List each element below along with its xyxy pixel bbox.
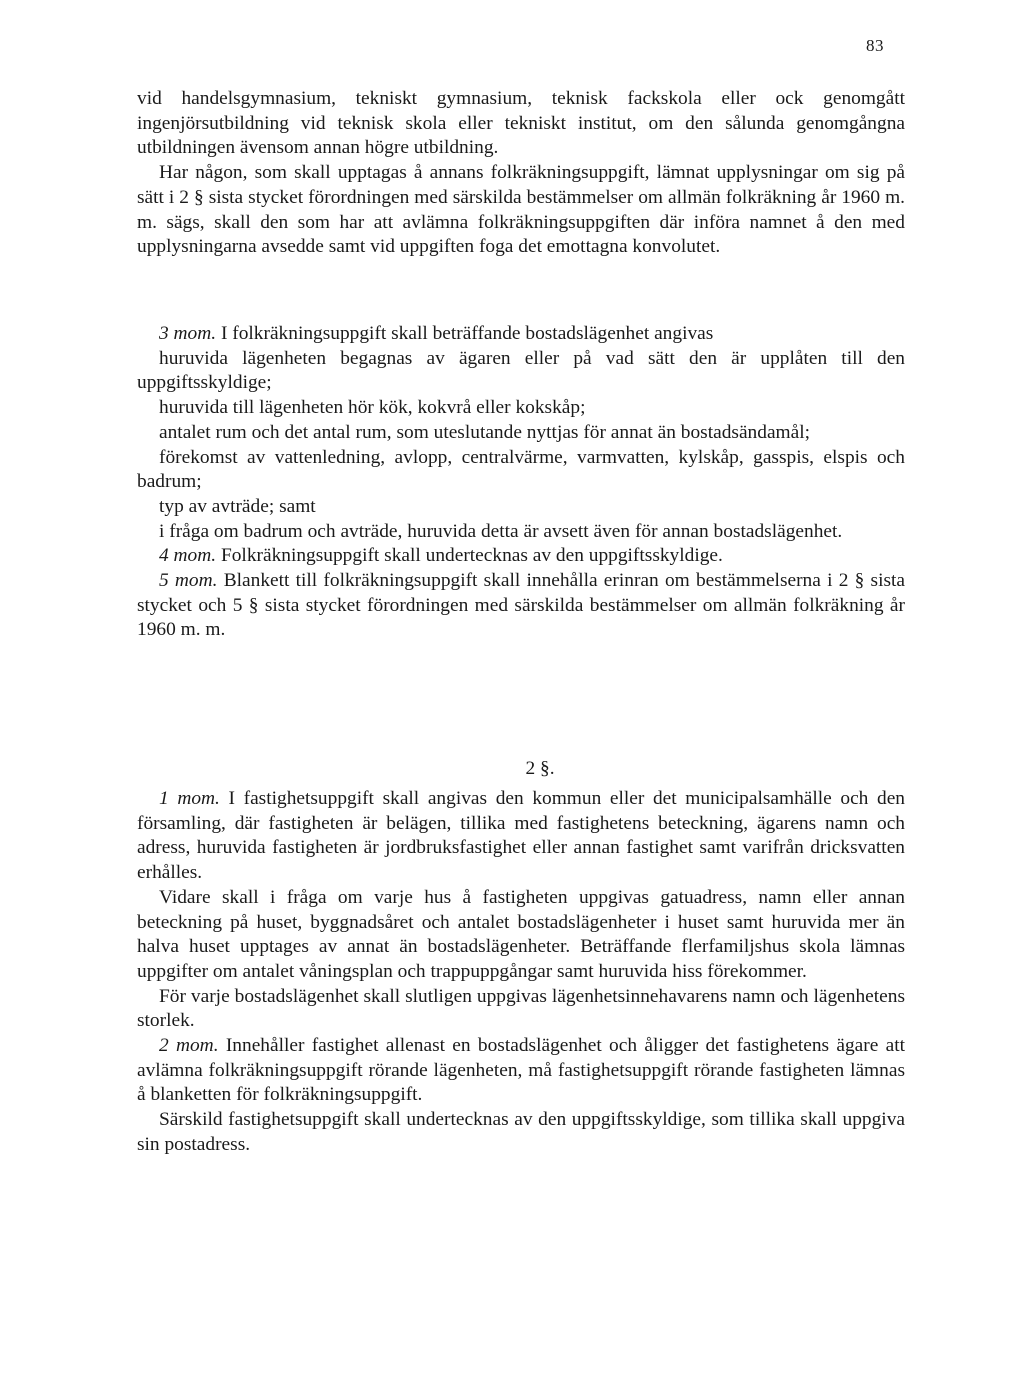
list-item: huruvida till lägenheten hör kök, kokvrå eller kokskåp; <box>159 397 586 419</box>
top-text-block <box>137 87 905 260</box>
sec2-mom-2-paragraph <box>137 1034 905 1108</box>
section-2-block <box>137 787 905 1158</box>
mom-5-label: 5 mom. <box>159 570 218 592</box>
mom-3-intro-text: I folkräkningsuppgift skall beträffande bostadslägenhet angivas <box>220 323 714 344</box>
list-item: huruvida lägenheten begagnas av ägaren eller på vad sätt den är upplåten till den uppgiftsskyldige; <box>137 347 905 394</box>
list-item: i fråga om badrum och avträde, huruvida detta är avsett även för annan bostadslägenhet. <box>159 520 843 542</box>
mom-4-paragraph <box>137 544 905 569</box>
sec2-mom-2-text: Innehåller fastighet allenast en bostadslägenhet och åligger det fastighetens ägare att avlämna folkräkningsuppgift rörande lägenheten, må fastighetsuppgift rörande fastigheten lämnas å blanketten för folkräkningsuppgift. <box>137 1035 905 1106</box>
list-item: förekomst av vattenledning, avlopp, centralvärme, varmvatten, kylskåp, gasspis, elspis och badrum; <box>137 446 905 493</box>
paragraph-for-varje: För varje bostadslägenhet skall slutligen uppgivas lägenhetsinnehavarens namn och lägenhetens storlek. <box>137 985 905 1032</box>
paragraph-har-nagon: Har någon, som skall upptagas å annans folkräkningsuppgift, lämnat upplysningar om sig på sätt i 2 § sista stycket förordningen med särskilda bestämmelser om allmän folkräkning år 1960 m. m. sägs, skall den som har att avlämna folkräkningsuppgiften där införa namnet å den med upplysningarna avsedde samt vid uppgiften foga det emottagna konvolutet. <box>137 162 905 258</box>
sec2-mom-1-text: I fastighetsuppgift skall angivas den kommun eller det municipalsamhälle och den församling, där fastigheten är belägen, tillika med fastighetens beteckning, ägarens namn och adress, huruvida fastigheten är jordbruksfastighet eller annan fastighet samt varifrån dricksvatten erhålles. <box>137 788 906 884</box>
mom-3-block <box>137 322 905 643</box>
section-heading: 2 §. <box>525 758 555 779</box>
mom-4-text: Folkräkningsuppgift skall undertecknas av den uppgiftsskyldige. <box>220 545 723 567</box>
paragraph-vidare: Vidare skall i fråga om varje hus å fastigheten uppgivas gatuadress, namn eller annan beteckning på huset, byggnadsåret och antalet bostadslägenheter i huset samt huruvida mer än halva huset upptages av annat än bostadslägenheter. Beträffande flerfamiljshus skola lämnas uppgifter om antalet våningsplan och trappuppgångar samt huruvida hiss förekommer. <box>137 886 905 982</box>
mom-3-intro <box>137 322 905 347</box>
sec2-mom-2-label: 2 mom. <box>159 1035 219 1057</box>
list-item: antalet rum och det antal rum, som uteslutande nyttjas för annat än bostadsändamål; <box>159 421 811 443</box>
list-item: typ av avträde; samt <box>159 495 316 517</box>
sec2-mom-1-label: 1 mom. <box>159 788 220 809</box>
mom-5-paragraph <box>137 569 905 643</box>
page-number: 83 <box>866 36 884 55</box>
mom-5-text: Blankett till folkräkningsuppgift skall innehålla erinran om bestämmelserna i 2 § sista stycket och 5 § sista stycket förordningen med särskilda bestämmelser om allmän folkräkning år 1960 m. m. <box>137 570 906 641</box>
paragraph-continuation: vid handelsgymnasium, tekniskt gymnasium, teknisk fackskola eller ock genomgått ingenjörsutbildning vid teknisk skola eller tekniskt institut, om den sålunda genomgångna utbildningen ävensom annan högre utbildning. <box>137 88 905 159</box>
mom-4-label: 4 mom. <box>159 545 217 567</box>
mom-3-label: 3 mom. <box>159 323 217 344</box>
paragraph-sarskild: Särskild fastighetsuppgift skall undertecknas av den uppgiftsskyldige, som tillika skall uppgiva sin postadress. <box>137 1109 905 1155</box>
sec2-mom-1-paragraph <box>137 787 905 886</box>
